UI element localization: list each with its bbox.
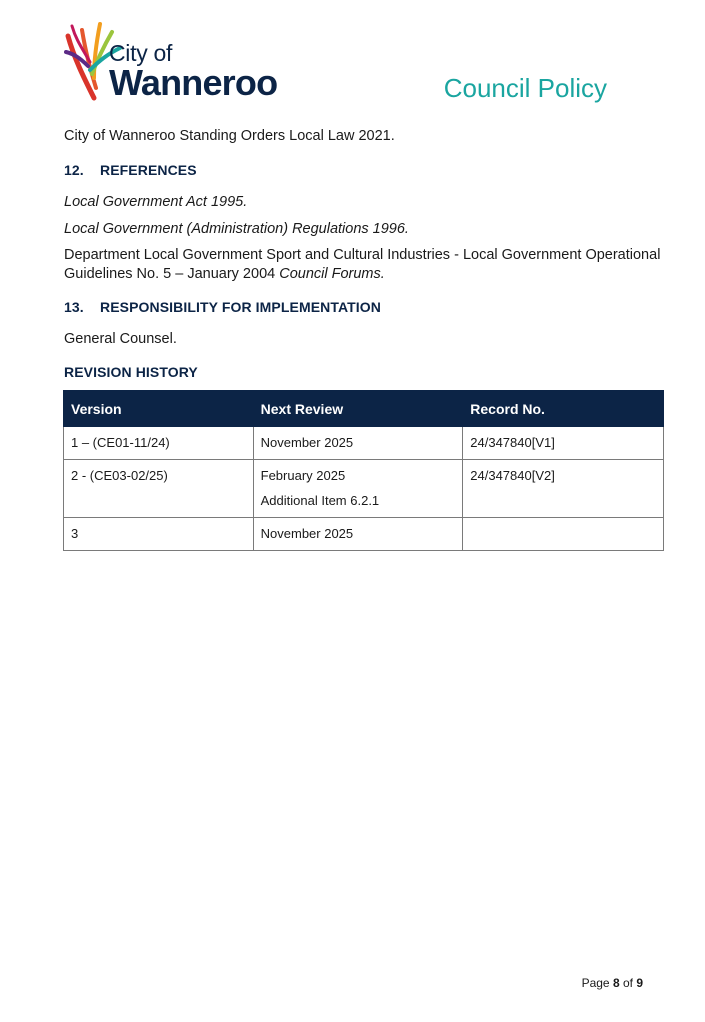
city-of-wanneroo-logo <box>64 18 294 102</box>
table-row <box>64 518 664 551</box>
section-12-number: 12. <box>64 162 84 178</box>
document-type-title: Council Policy <box>443 73 607 103</box>
cell-version: 1 – (CE01-11/24) <box>64 427 254 460</box>
cell-record-no <box>463 518 664 551</box>
header-version: Version <box>64 391 254 427</box>
cell-next-review-date: February 2025 <box>260 468 346 483</box>
reference-1: Local Government Act 1995. <box>64 194 248 210</box>
table-row <box>64 460 664 518</box>
cell-version: 3 <box>64 518 254 551</box>
revision-history-table <box>63 390 664 551</box>
section-12-title: REFERENCES <box>100 162 197 178</box>
page-current: 8 <box>612 976 620 990</box>
cell-next-review <box>253 460 463 518</box>
cell-version: 2 - (CE03-02/25) <box>64 460 254 518</box>
reference-3-italic: Council Forums. <box>279 266 385 282</box>
revision-history-heading: REVISION HISTORY <box>64 364 198 380</box>
header-next-review: Next Review <box>253 391 463 427</box>
reference-3 <box>64 246 660 284</box>
page-number <box>582 976 643 990</box>
cell-next-review: November 2025 <box>253 518 463 551</box>
table-row <box>64 427 664 460</box>
page-total: 9 <box>636 976 643 990</box>
reference-3-line1: Department Local Government Sport and Cultural Industries - Local Government Operational <box>64 247 661 263</box>
page-of: of <box>619 976 637 990</box>
section-13-heading <box>64 299 381 315</box>
section-13-number: 13. <box>64 299 84 315</box>
cell-next-review-note: Additional Item 6.2.1 <box>260 493 380 508</box>
cell-record-no: 24/347840[V1] <box>463 427 664 460</box>
cell-record-no: 24/347840[V2] <box>463 460 664 518</box>
cell-next-review: November 2025 <box>253 427 463 460</box>
responsibility-text: General Counsel. <box>64 331 177 347</box>
logo-wanneroo-text: Wanneroo <box>109 62 278 103</box>
logo-city-of-text: City of <box>109 40 173 66</box>
table-header-row <box>64 391 664 427</box>
intro-text: City of Wanneroo Standing Orders Local Law 2021. <box>64 128 395 144</box>
page-prefix: Page <box>581 976 613 990</box>
section-12-heading <box>64 162 197 178</box>
header-record-no: Record No. <box>463 391 664 427</box>
reference-3-line2: Guidelines No. 5 – January 2004 <box>64 266 280 282</box>
section-13-title: RESPONSIBILITY FOR IMPLEMENTATION <box>100 299 381 315</box>
reference-2: Local Government (Administration) Regulations 1996. <box>64 221 409 237</box>
